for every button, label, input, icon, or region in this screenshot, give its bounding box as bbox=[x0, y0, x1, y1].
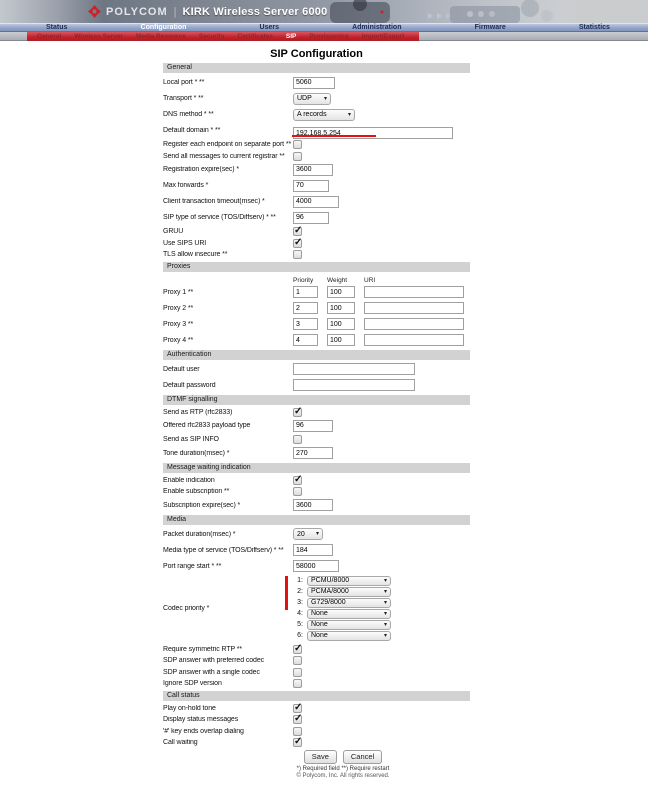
chevron-down-icon: ▾ bbox=[383, 610, 387, 617]
transport-select-value: UDP bbox=[297, 95, 312, 102]
codec-slot-5-number: 5: bbox=[297, 621, 303, 628]
form-row-proxy-1 bbox=[163, 286, 470, 299]
display-status-messages-checkbox[interactable] bbox=[293, 715, 302, 724]
send-as-sip-info-checkbox[interactable] bbox=[293, 435, 302, 444]
subscription-expire-label: Subscription expire(sec) * bbox=[163, 501, 241, 509]
enable-indication-label: Enable indication bbox=[163, 476, 215, 484]
proxy-1-priority-input[interactable] bbox=[293, 286, 318, 298]
codec-slot-6-value: None bbox=[311, 632, 328, 639]
require-symmetric-rtp-label: Require symmetric RTP ** bbox=[163, 645, 243, 653]
section-header-proxies: Proxies bbox=[163, 262, 470, 272]
tone-duration-input[interactable] bbox=[293, 447, 333, 459]
form-row-proxy-4 bbox=[163, 334, 470, 347]
registration-expire-input[interactable] bbox=[293, 164, 333, 176]
form-row-send-as-sip-info bbox=[163, 435, 470, 444]
require-symmetric-rtp-checkbox[interactable] bbox=[293, 645, 302, 654]
dns-method-label: DNS method * ** bbox=[163, 111, 214, 118]
hash-key-ends-overlap-label: '#' key ends overlap dialing bbox=[163, 727, 244, 735]
send-as-rtp-label: Send as RTP (rfc2833) bbox=[163, 408, 233, 416]
section-header-general: General bbox=[163, 63, 470, 73]
tls-allow-insecure-label: TLS allow insecure ** bbox=[163, 251, 228, 258]
subnav-tab-security[interactable]: Security bbox=[198, 33, 225, 40]
gruu-label: GRUU bbox=[163, 228, 184, 235]
subnav-tab-provisioning[interactable]: Provisioning bbox=[309, 33, 349, 40]
codec-slot-1-value: PCMU/8000 bbox=[311, 577, 350, 584]
form-row-packet-duration bbox=[163, 528, 470, 541]
form-row-dns-method bbox=[163, 108, 470, 121]
register-separate-port-label: Register each endpoint on separate port ** bbox=[163, 141, 292, 148]
max-forwards-label: Max forwards * bbox=[163, 182, 209, 189]
chevron-down-icon: ▾ bbox=[347, 111, 351, 118]
form-row-send-all-messages bbox=[163, 152, 470, 161]
form-row-send-as-rtp bbox=[163, 408, 470, 417]
ignore-sdp-version-label: Ignore SDP version bbox=[163, 680, 222, 687]
registration-expire-label: Registration expire(sec) * bbox=[163, 166, 239, 173]
enable-indication-checkbox[interactable] bbox=[293, 476, 302, 485]
subnav-tab-wireless-server[interactable]: Wireless Server bbox=[74, 33, 123, 40]
sdp-single-codec-checkbox[interactable] bbox=[293, 668, 302, 677]
codec-slot-5 bbox=[293, 620, 391, 630]
default-password-label: Default password bbox=[163, 381, 216, 389]
sip-tos-label: SIP type of service (TOS/Diffserv) * ** bbox=[163, 214, 276, 221]
codec-slot-4-value: None bbox=[311, 610, 328, 617]
dns-method-select-value: A records bbox=[297, 111, 327, 118]
form-row-register-separate-port bbox=[163, 140, 470, 149]
codec-priority-list bbox=[293, 576, 391, 642]
codec-slot-3-select[interactable] bbox=[307, 598, 391, 608]
codec-slot-3 bbox=[293, 598, 391, 608]
codec-slot-6-select[interactable] bbox=[307, 631, 391, 641]
enable-subscription-label: Enable subscription ** bbox=[163, 488, 230, 495]
form-row-port-range-start bbox=[163, 560, 470, 573]
chevron-down-icon: ▾ bbox=[323, 95, 327, 102]
media-tos-input[interactable] bbox=[293, 544, 333, 556]
form-row-registration-expire bbox=[163, 163, 470, 176]
sip-configuration-form bbox=[163, 48, 470, 780]
proxy-4-label: Proxy 4 ** bbox=[163, 336, 194, 344]
nav-tab-status[interactable]: Status bbox=[46, 24, 68, 31]
codec-priority-label: Codec priority * bbox=[163, 605, 210, 612]
client-transaction-timeout-label: Client transaction timeout(msec) * bbox=[163, 198, 265, 205]
nav-tab-statistics[interactable]: Statistics bbox=[578, 24, 610, 31]
display-status-messages-label: Display status messages bbox=[163, 716, 239, 723]
subnav-tab-import-export[interactable]: Import/Export bbox=[361, 33, 405, 40]
nav-tab-administration[interactable]: Administration bbox=[352, 24, 402, 31]
form-row-proxy-3 bbox=[163, 318, 470, 331]
sdp-single-codec-label: SDP answer with a single codec bbox=[163, 668, 260, 676]
proxy-2-weight-input[interactable] bbox=[327, 302, 355, 314]
codec-slot-2-select[interactable] bbox=[307, 587, 391, 597]
config-subnav-strip bbox=[27, 32, 419, 41]
subscription-expire-input[interactable] bbox=[293, 499, 333, 511]
use-sips-uri-label: Use SIPS URI bbox=[163, 239, 207, 247]
form-row-sdp-preferred-codec bbox=[163, 656, 470, 665]
main-nav bbox=[0, 23, 648, 32]
form-row-enable-indication bbox=[163, 476, 470, 485]
config-subnav bbox=[0, 32, 648, 41]
proxy-3-priority-input[interactable] bbox=[293, 318, 318, 330]
app-header bbox=[0, 0, 648, 23]
sdp-preferred-codec-label: SDP answer with preferred codec bbox=[163, 657, 265, 664]
proxy-2-label: Proxy 2 ** bbox=[163, 304, 194, 312]
proxy-4-weight-input[interactable] bbox=[327, 334, 355, 346]
section-header-call-status: Call status bbox=[163, 691, 470, 701]
form-row-enable-subscription bbox=[163, 487, 470, 496]
default-user-input[interactable] bbox=[293, 363, 415, 375]
codec-slot-4 bbox=[293, 609, 391, 619]
codec-slot-1 bbox=[293, 576, 391, 586]
subnav-tab-media-resource[interactable]: Media Resource bbox=[135, 33, 186, 40]
default-user-label: Default user bbox=[163, 365, 200, 373]
annotation-red-underline bbox=[292, 135, 376, 137]
proxy-3-weight-input[interactable] bbox=[327, 318, 355, 330]
save-button[interactable]: Save bbox=[304, 750, 337, 764]
nav-tab-configuration[interactable]: Configuration bbox=[140, 24, 187, 31]
call-waiting-checkbox[interactable] bbox=[293, 738, 302, 747]
form-row-gruu bbox=[163, 227, 470, 236]
dns-method-select[interactable] bbox=[293, 109, 355, 121]
client-transaction-timeout-input[interactable] bbox=[293, 196, 339, 208]
codec-slot-3-number: 3: bbox=[297, 599, 303, 606]
codec-slot-2-number: 2: bbox=[297, 588, 303, 595]
codec-slot-6-number: 6: bbox=[297, 632, 303, 639]
send-all-messages-label: Send all messages to current registrar ** bbox=[163, 152, 285, 160]
form-row-ignore-sdp-version bbox=[163, 679, 470, 688]
send-all-messages-checkbox[interactable] bbox=[293, 152, 302, 161]
chevron-down-icon: ▾ bbox=[383, 632, 387, 639]
form-row-transport bbox=[163, 92, 470, 105]
chevron-down-icon: ▾ bbox=[383, 577, 387, 584]
send-as-rtp-checkbox[interactable] bbox=[293, 408, 302, 417]
form-row-default-domain bbox=[163, 124, 470, 137]
subnav-tab-general[interactable]: General bbox=[37, 33, 62, 40]
form-row-client-transaction-timeout bbox=[163, 195, 470, 208]
max-forwards-input[interactable] bbox=[293, 180, 329, 192]
subnav-tab-certificates[interactable]: Certificates bbox=[237, 33, 273, 40]
play-onhold-tone-label: Play on-hold tone bbox=[163, 704, 216, 712]
payload-type-input[interactable] bbox=[293, 420, 333, 432]
proxy-col-uri: URI bbox=[364, 276, 376, 284]
default-password-input[interactable] bbox=[293, 379, 415, 391]
use-sips-uri-checkbox[interactable] bbox=[293, 239, 302, 248]
proxy-1-weight-input[interactable] bbox=[327, 286, 355, 298]
polycom-logo-icon bbox=[88, 5, 101, 18]
packet-duration-select-value: 20 bbox=[297, 530, 305, 538]
form-row-media-tos bbox=[163, 544, 470, 557]
proxy-1-uri-input[interactable] bbox=[364, 286, 464, 298]
codec-slot-5-value: None bbox=[311, 621, 328, 628]
chevron-down-icon: ▾ bbox=[383, 599, 387, 606]
copyright-note: © Polycom, Inc. All rights reserved. bbox=[296, 772, 390, 779]
required-field-note: *) Required field **) Require restart bbox=[296, 765, 390, 772]
hash-key-ends-overlap-checkbox[interactable] bbox=[293, 727, 302, 736]
default-domain-input[interactable] bbox=[293, 127, 453, 139]
form-row-sip-tos bbox=[163, 211, 470, 224]
codec-slot-4-select[interactable] bbox=[307, 609, 391, 619]
brand-divider: | bbox=[173, 5, 177, 18]
register-separate-port-checkbox[interactable] bbox=[293, 140, 302, 149]
brand-name: POLYCOM bbox=[106, 5, 168, 18]
local-port-input[interactable] bbox=[293, 77, 335, 89]
chevron-down-icon: ▾ bbox=[383, 621, 387, 628]
port-range-start-input[interactable] bbox=[293, 560, 339, 572]
codec-slot-5-select[interactable] bbox=[307, 620, 391, 630]
default-domain-label: Default domain * ** bbox=[163, 127, 221, 134]
form-row-display-status-messages bbox=[163, 715, 470, 724]
codec-slot-2 bbox=[293, 587, 391, 597]
codec-slot-1-select[interactable] bbox=[307, 576, 391, 586]
local-port-label: Local port * ** bbox=[163, 79, 205, 86]
section-header-mwi: Message waiting indication bbox=[163, 463, 470, 473]
form-row-hash-key-ends-overlap bbox=[163, 727, 470, 736]
cancel-button[interactable]: Cancel bbox=[343, 750, 382, 764]
annotation-red-bar bbox=[285, 576, 288, 610]
form-row-proxy-2 bbox=[163, 302, 470, 315]
form-row-play-onhold-tone bbox=[163, 704, 470, 713]
send-as-sip-info-label: Send as SIP INFO bbox=[163, 436, 219, 443]
sdp-preferred-codec-checkbox[interactable] bbox=[293, 656, 302, 665]
form-row-use-sips-uri bbox=[163, 239, 470, 248]
media-tos-label: Media type of service (TOS/Diffserv) * ** bbox=[163, 546, 284, 554]
sip-tos-input[interactable] bbox=[293, 212, 329, 224]
proxy-col-priority: Priority bbox=[293, 276, 314, 284]
form-row-require-symmetric-rtp bbox=[163, 645, 470, 654]
enable-subscription-checkbox[interactable] bbox=[293, 487, 302, 496]
brand-area bbox=[88, 0, 327, 23]
proxy-4-priority-input[interactable] bbox=[293, 334, 318, 346]
tls-allow-insecure-checkbox[interactable] bbox=[293, 250, 302, 259]
form-row-subscription-expire bbox=[163, 499, 470, 512]
codec-slot-2-value: PCMA/8000 bbox=[311, 588, 349, 595]
section-header-authentication: Authentication bbox=[163, 350, 470, 360]
header-right-panel bbox=[576, 0, 648, 23]
port-range-start-label: Port range start * ** bbox=[163, 562, 222, 570]
call-waiting-label: Call waiting bbox=[163, 739, 198, 746]
transport-label: Transport * ** bbox=[163, 95, 204, 102]
section-header-dtmf: DTMF signalling bbox=[163, 395, 470, 405]
packet-duration-select[interactable] bbox=[293, 528, 323, 540]
proxy-2-uri-input[interactable] bbox=[364, 302, 464, 314]
play-onhold-tone-checkbox[interactable] bbox=[293, 704, 302, 713]
form-row-sdp-single-codec bbox=[163, 668, 470, 677]
proxy-1-label: Proxy 1 ** bbox=[163, 288, 194, 296]
section-header-media: Media bbox=[163, 515, 470, 525]
proxy-column-headers bbox=[293, 275, 470, 284]
codec-slot-4-number: 4: bbox=[297, 610, 303, 617]
proxy-3-uri-input[interactable] bbox=[364, 318, 464, 330]
product-title: KIRK Wireless Server 6000 bbox=[182, 5, 328, 18]
form-row-payload-type bbox=[163, 419, 470, 432]
form-row-default-user bbox=[163, 363, 470, 376]
form-row-codec-priority bbox=[163, 576, 470, 642]
chevron-down-icon: ▾ bbox=[315, 531, 319, 537]
proxy-3-label: Proxy 3 ** bbox=[163, 320, 194, 328]
proxy-col-weight: Weight bbox=[327, 276, 348, 284]
subnav-tab-sip[interactable]: SIP bbox=[285, 33, 297, 40]
codec-slot-3-value: G729/8000 bbox=[311, 599, 346, 606]
page-title: SIP Configuration bbox=[270, 48, 363, 60]
form-row-max-forwards bbox=[163, 179, 470, 192]
form-row-default-password bbox=[163, 379, 470, 392]
tone-duration-label: Tone duration(msec) * bbox=[163, 449, 230, 457]
gruu-checkbox[interactable] bbox=[293, 227, 302, 236]
form-row-call-waiting bbox=[163, 738, 470, 747]
form-row-tone-duration bbox=[163, 447, 470, 460]
nav-tab-firmware[interactable]: Firmware bbox=[474, 24, 506, 31]
form-row-local-port bbox=[163, 76, 470, 89]
transport-select[interactable] bbox=[293, 93, 331, 105]
packet-duration-label: Packet duration(msec) * bbox=[163, 530, 236, 538]
codec-slot-6 bbox=[293, 631, 391, 641]
codec-slot-1-number: 1: bbox=[297, 577, 303, 584]
nav-tab-users[interactable]: Users bbox=[259, 24, 279, 31]
proxy-2-priority-input[interactable] bbox=[293, 302, 318, 314]
proxy-4-uri-input[interactable] bbox=[364, 334, 464, 346]
form-row-tls-allow-insecure bbox=[163, 250, 470, 259]
chevron-down-icon: ▾ bbox=[383, 588, 387, 595]
ignore-sdp-version-checkbox[interactable] bbox=[293, 679, 302, 688]
form-footer bbox=[268, 750, 418, 780]
payload-type-label: Offered rfc2833 payload type bbox=[163, 422, 251, 429]
